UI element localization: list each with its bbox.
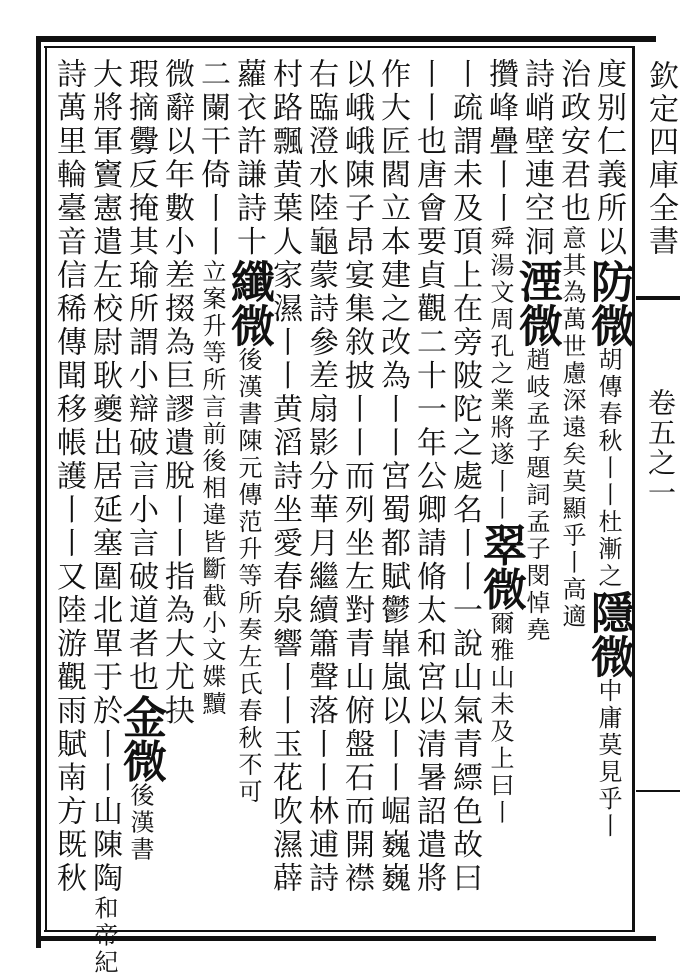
body-text: 度别仁義所以 [591,58,626,259]
book-title: 欽定四庫全書 [643,60,678,258]
body-text: 瑕摘釁反掩其瑜所謂小辯破言小言破道者也 [123,58,158,695]
text-column [44,58,92,928]
body-text: 作大匠閻立本建之改為丨丨宮蜀都賦鬱㠑嵐以丨丨崛巍巍 [375,58,410,896]
headword: 湮微 [511,259,562,347]
body-text: 攢峰疊丨丨 [483,58,518,226]
volume-label: 卷五之一 [644,388,677,508]
annotation-text: 趙岐孟子題詞孟子閔悼堯 [522,347,550,644]
body-text: 二闌干倚丨丨 [195,58,230,259]
frame-border-bottom [36,936,656,941]
frame-border-left [36,36,41,948]
header-divider [636,296,680,300]
frame-border-top [36,36,656,42]
annotation-text: 意其為萬世慮深遠矣 [558,225,586,469]
annotation-text: 中庸莫見乎丨 [594,678,622,840]
body-text: 詩峭壁連空洞 [519,58,554,259]
annotation-text: 後漢書陳元傳范升等所奏左氏春秋不可 [234,347,262,806]
header-divider-lower [636,790,680,792]
body-text: 蘿衣許謙詩十 [231,58,266,259]
body-text: 丨疏謂未及頂上在旁陂陀之處名丨丨一說山氣青縹色故曰 [447,58,482,896]
annotation-text: 胡傳春秋丨丨杜漸之 [594,347,622,590]
annotation-text: 後漢書 [126,782,154,864]
body-text: 治政安君也 [555,58,590,226]
annotation-text: 和帝紀 [90,895,118,977]
headword: 翠微 [475,522,526,611]
frame-border-right [632,46,635,932]
body-text: 以峨峨陳子昂宴集敘披丨丨而列坐左對青山俯盤石而開襟 [339,58,374,896]
body-text: 丨丨也唐會要貞觀二十一年公卿請脩太和宮以清暑詔遣將 [411,58,446,896]
headword: 纖微 [223,259,274,347]
annotation-text: 莫顯乎丨高適 [558,468,586,631]
body-text: 右臨澄水陸龜蒙詩參差扇影分華月繼續簫聲落丨丨林逋詩 [303,58,338,896]
annotation-text: 舜湯文周孔之業將遂丨丨 [486,225,514,523]
annotation-text: 立案升等所言前後相違皆斷截小文媟黷 [198,259,226,718]
body-text: 村路飄黄葉人家濕丨丨黄滔詩坐愛春泉響丨丨玉花吹濕薜 [267,58,302,896]
body-text: 詩萬里輪臺音信稀傳聞移帳護丨丨又陸游觀雨賦南方既秋 [51,58,86,896]
body-text: 微辭以年數小差掇為巨謬遺脫丨丨指為大尤抉 [159,58,194,728]
body-text: 大將軍竇憲遣左校尉耿夔出居延塞圍北單于於丨丨山陳陶 [87,58,122,896]
frame-inner-bottom [44,930,634,932]
frame-inner-top [44,46,634,48]
headword: 防微 [583,259,634,347]
annotation-text: 爾雅山未及上曰丨 [486,610,514,827]
headword: 金微 [115,694,166,783]
headword: 隱微 [583,590,634,678]
